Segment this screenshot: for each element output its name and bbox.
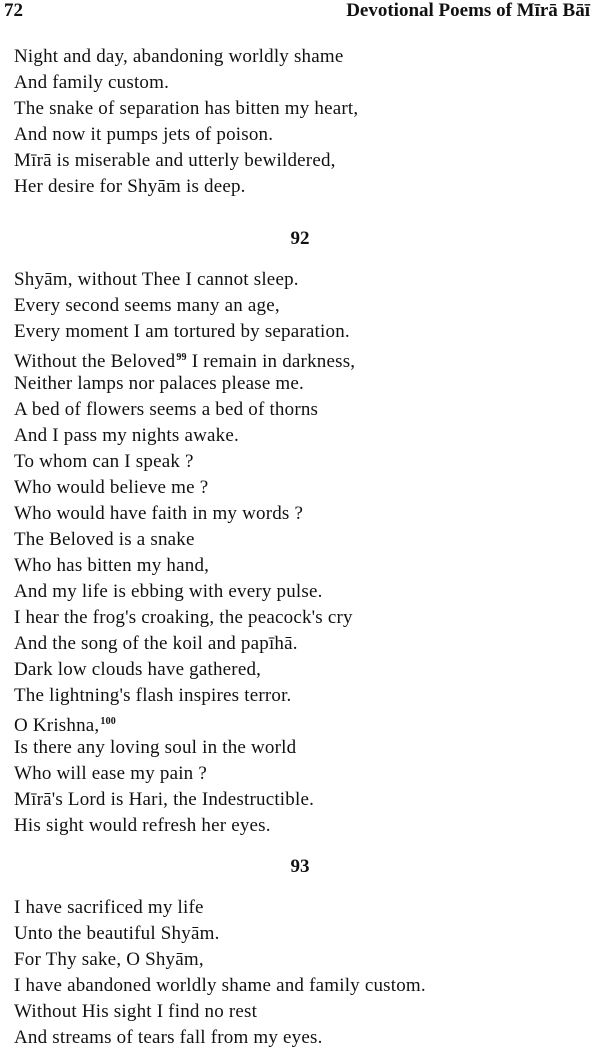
poem-93 [14,895,592,1051]
poem-line: And now it pumps jets of poison. [14,124,274,145]
poem-line: His sight would refresh her eyes. [14,815,271,836]
footnote-marker-100: 100 [100,716,116,727]
poem-line-text: Without the Beloved [14,351,176,372]
poem-line: Night and day, abandoning worldly shame [14,46,344,67]
poem-line: Every second seems many an age, [14,295,280,316]
poem-line-with-footnote [14,709,592,735]
poem-line: I have sacrificed my life [14,897,204,918]
poem-line: Dark low clouds have gathered, [14,659,262,680]
poem-line: Without His sight I find no rest [14,1001,258,1022]
poem-92 [14,267,592,839]
page-header [0,0,600,24]
poem-line: For Thy sake, O Shyām, [14,949,204,970]
poem-line: A bed of flowers seems a bed of thorns [14,399,319,420]
poem-line: I hear the frog's croaking, the peacock's cry [14,607,353,628]
poem-line: The Beloved is a snake [14,529,195,550]
poem-line: And the song of the koil and papīhā. [14,633,298,654]
poem-line: Her desire for Shyām is deep. [14,176,246,197]
page-number: 72 [4,0,23,21]
poem-line: Every moment I am tortured by separation. [14,321,350,342]
poem-line-text: O Krishna, [14,715,100,736]
poem-number-92: 92 [290,228,310,249]
poem-line: Who will ease my pain ? [14,763,207,784]
poem-line: And my life is ebbing with every pulse. [14,581,323,602]
continuation-stanza [14,44,592,200]
poem-line: Who would believe me ? [14,477,209,498]
poem-line: Mīrā's Lord is Hari, the Indestructible. [14,789,315,810]
poem-line: And I pass my nights awake. [14,425,239,446]
poem-line: The lightning's flash inspires terror. [14,685,292,706]
poem-line-with-footnote [14,345,592,371]
running-title: Devotional Poems of Mīrā Bāī [346,0,590,21]
footnote-marker-99: 99 [176,352,187,363]
poem-line: Who has bitten my hand, [14,555,210,576]
poem-number-93: 93 [290,856,310,877]
poem-line: Mīrā is miserable and utterly bewildered, [14,150,336,171]
poem-line: Shyām, without Thee I cannot sleep. [14,269,299,290]
poem-line: And streams of tears fall from my eyes. [14,1027,323,1048]
poem-line: Who would have faith in my words ? [14,503,304,524]
poem-line: The snake of separation has bitten my heart, [14,98,359,119]
poem-line: And family custom. [14,72,170,93]
poem-line: Unto the beautiful Shyām. [14,923,220,944]
poem-line: To whom can I speak ? [14,451,194,472]
poem-line-text: I remain in darkness, [186,351,356,372]
poem-line: I have abandoned worldly shame and family custom. [14,975,426,996]
poem-line: Is there any loving soul in the world [14,737,297,758]
poem-line: Neither lamps nor palaces please me. [14,373,304,394]
